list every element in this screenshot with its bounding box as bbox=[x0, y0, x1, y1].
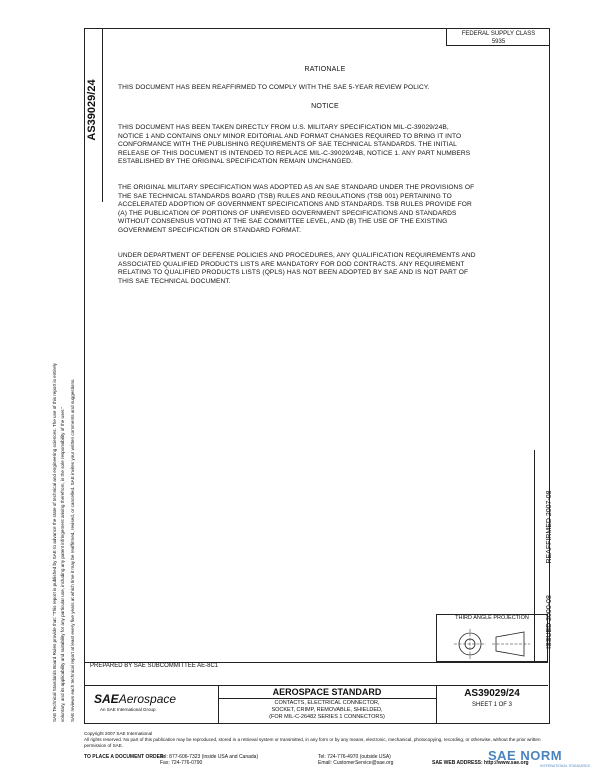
prepared-by: PREPARED BY SAE SUBCOMMITTEE AE-8C1 bbox=[90, 663, 219, 669]
logo-subtitle: An SAE International Group bbox=[100, 707, 156, 712]
third-angle-projection-symbol-icon bbox=[450, 626, 536, 660]
text-line: WITHOUT CONSENSUS VOTING AT THE SAE COMMITTEE LEVEL, AND (B) THE USE OF THE EXISTING bbox=[118, 218, 448, 226]
reaffirmed-date: REAFFIRMED 2007-08 bbox=[546, 490, 553, 564]
document-number-vertical: AS39029/24 bbox=[86, 79, 98, 141]
sae-aerospace-logo bbox=[94, 692, 176, 706]
notice-paragraph-3 bbox=[118, 252, 538, 286]
notice-paragraph-2 bbox=[118, 184, 538, 236]
standard-description-line: SOCKET, CRIMP, REMOVABLE, SHIELDED, bbox=[271, 707, 383, 713]
fsc-label: FEDERAL SUPPLY CLASS bbox=[461, 31, 536, 37]
logo-bold: SAE bbox=[94, 692, 119, 706]
fax-number: Fax: 724-776-0790 bbox=[160, 760, 203, 766]
text-line: NOTICE 1 AND CONTAINS ONLY MINOR EDITORIAL AND FORMAT CHANGES REQUIRED TO BRING IT INTO bbox=[118, 132, 462, 140]
copyright: Copyright 2007 SAE International bbox=[84, 731, 153, 736]
notice-heading: NOTICE bbox=[311, 103, 339, 110]
third-angle-projection-label: THIRD ANGLE PROJECTION bbox=[455, 615, 529, 621]
standard-description-line: CONTACTS, ELECTRICAL CONNECTOR, bbox=[274, 700, 380, 706]
text-line: ESTABLISHED BY THE ORIGINAL SPECIFICATION REMAIN UNCHANGED. bbox=[118, 158, 353, 166]
phone-outside-usa: Tel: 724-776-4970 (outside USA) bbox=[318, 754, 391, 760]
watermark-subtitle: INTERNATIONAL STANDARDS bbox=[540, 764, 590, 768]
legal-notice-line: voluntary, and its applicability and suitability for any particular use, including any patent infringement arising therefrom, is the sole responsibility of the user." bbox=[60, 406, 65, 722]
text-line: GOVERNMENT SPECIFICATION OR STANDARD FORMAT. bbox=[118, 226, 302, 234]
text-line: RELATING TO QUALIFIED PRODUCTS LISTS (QPLS) HAS NOT BEEN ADOPTED BY SAE AND IS NOT PART OF bbox=[118, 269, 469, 277]
web-address-link[interactable]: SAE WEB ADDRESS: http://www.sae.org bbox=[432, 760, 529, 766]
text-line: ACCELERATED ADOPTION OF GOVERNMENT SPECIFICATIONS AND STANDARDS. TSB RULES PROVIDE FOR bbox=[118, 201, 472, 209]
text-line: CONFORMANCE WITH THE PUBLISHING REQUIREMENTS OF SAE TECHNICAL STANDARDS. THE INITIAL bbox=[118, 141, 457, 149]
notice-paragraph-1 bbox=[118, 124, 538, 167]
text-line: THIS DOCUMENT HAS BEEN TAKEN DIRECTLY FROM U.S. MILITARY SPECIFICATION MIL-C-39029/24B, bbox=[118, 124, 449, 131]
text-line: ASSOCIATED QUALIFIED PRODUCTS LISTS ARE MANDATORY FOR DOD CONTRACTS. ANY REQUIREMENT bbox=[118, 260, 465, 268]
order-label: TO PLACE A DOCUMENT ORDER: bbox=[84, 754, 166, 760]
text-line: THE ORIGINAL MILITARY SPECIFICATION WAS ADOPTED AS AN SAE STANDARD UNDER THE PROVISIONS OF bbox=[118, 184, 475, 191]
email-link[interactable]: Email: CustomerService@sae.org bbox=[318, 760, 394, 766]
rationale-heading: RATIONALE bbox=[304, 66, 346, 73]
standard-title: AEROSPACE STANDARD bbox=[218, 686, 436, 699]
text-line: RELEASE OF THIS DOCUMENT IS INTENDED TO REPLACE MIL-C-39029/24B, NOTICE 1. ANY PART NUMBERS bbox=[118, 149, 471, 157]
legal-notice-line: SAE reviews each technical report at least every five years at which time it may be reaffirmed, revised, or cancelled. SAE invites your written comments and suggestions. bbox=[70, 378, 75, 722]
document-number: AS39029/24 bbox=[464, 688, 520, 699]
text-line: UNDER DEPARTMENT OF DEFENSE POLICIES AND PROCEDURES, ANY QUALIFICATION REQUIREMENTS AND bbox=[118, 252, 476, 259]
text-line: THE SAE TECHNICAL STANDARDS BOARD (TSB) RULES AND REGULATIONS (TSB 001) PERTAINING TO bbox=[118, 192, 452, 200]
sheet-number: SHEET 1 OF 3 bbox=[472, 702, 512, 708]
text-line: THIS SAE TECHNICAL DOCUMENT. bbox=[118, 277, 231, 285]
rights-notice: All rights reserved. No part of this publication may be reproduced, stored in a retrieval system or transmitted, in any form or by any means, electronic, mechanical, photocopying, recording, or otherwise, without the prior written permission of SAE. bbox=[84, 737, 541, 748]
logo-rest: Aerospace bbox=[118, 692, 177, 706]
legal-notice-line: SAE Technical Standards Board Rules provide that: "This report is published by SAE to advance the state of technical and engineering sciences. The use of this report is entirely bbox=[52, 363, 57, 722]
rationale-text: THIS DOCUMENT HAS BEEN REAFFIRMED TO COMPLY WITH THE SAE 5-YEAR REVIEW POLICY. bbox=[118, 84, 430, 91]
fsc-value: 5935 bbox=[491, 39, 506, 45]
federal-supply-class-box bbox=[446, 28, 550, 46]
watermark-logo: SAE NORM bbox=[488, 748, 563, 763]
issued-date: ISSUED 2000-08 bbox=[546, 595, 553, 649]
phone-inside-usa: Tel: 877-606-7323 (inside USA and Canada) bbox=[160, 754, 259, 760]
standard-description-line: (FOR MIL-C-26482 SERIES 1 CONNECTORS) bbox=[269, 714, 385, 720]
text-line: (A) THE PUBLICATION OF PORTIONS OF UNREVISED GOVERNMENT SPECIFICATIONS AND STANDARDS bbox=[118, 209, 457, 217]
